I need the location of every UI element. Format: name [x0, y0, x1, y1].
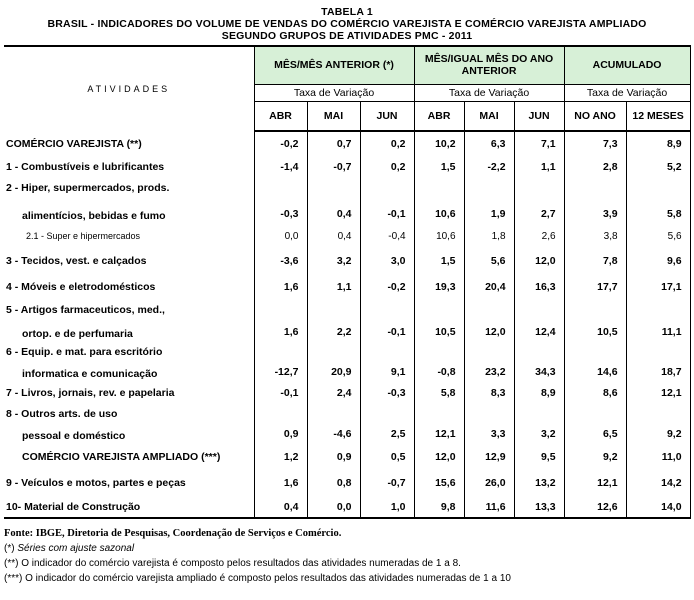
table-cell: 34,3	[514, 342, 564, 382]
table-cell: -0,1	[254, 382, 307, 404]
table-cell: 1,2	[254, 444, 307, 469]
row-label: 2.1 - Super e hipermercados	[26, 231, 141, 241]
table-row	[4, 178, 690, 224]
table-row	[4, 496, 690, 518]
table-cell: -4,6	[307, 404, 360, 444]
table-cell: 1,0	[360, 496, 414, 518]
table-cell: 1,5	[414, 156, 464, 178]
table-cell: -1,4	[254, 156, 307, 178]
table-cell: 0,2	[360, 131, 414, 156]
table-cell: 0,7	[307, 131, 360, 156]
row-label-line2: alimentícios, bebidas e fumo	[22, 210, 166, 222]
table-cell: 18,7	[626, 342, 690, 382]
table-cell: 17,1	[626, 273, 690, 300]
table-cell: 10,2	[414, 131, 464, 156]
row-label-line2: ortop. e de perfumaria	[22, 328, 133, 340]
table-row	[4, 273, 690, 300]
table-row	[4, 248, 690, 273]
table-cell: 2,5	[360, 404, 414, 444]
table-body	[4, 131, 690, 518]
table-cell: 12,1	[626, 382, 690, 404]
table-cell: 2,4	[307, 382, 360, 404]
month-header: JUN	[360, 101, 414, 131]
table-cell: 10,5	[414, 300, 464, 342]
table-cell: 12,1	[564, 469, 626, 496]
row-label: 7 - Livros, jornais, rev. e papelaria	[6, 387, 175, 399]
row-label-line1: 5 - Artigos farmaceuticos, med.,	[6, 304, 165, 316]
table-cell: 23,2	[464, 342, 514, 382]
table-cell: -0,7	[360, 469, 414, 496]
row-label	[4, 178, 254, 224]
table-cell: 10,5	[564, 300, 626, 342]
table-cell: 13,3	[514, 496, 564, 518]
table-cell: 2,6	[514, 224, 564, 248]
table-cell: 11,0	[626, 444, 690, 469]
table-title-block	[0, 6, 694, 42]
table-cell: 1,5	[414, 248, 464, 273]
table-cell: 12,6	[564, 496, 626, 518]
table-cell: 8,9	[626, 131, 690, 156]
table-notes	[4, 526, 511, 586]
table-cell: 7,1	[514, 131, 564, 156]
row-label-line1: 6 - Equip. e mat. para escritório	[6, 346, 163, 358]
table-cell: -0,7	[307, 156, 360, 178]
table-cell: -12,7	[254, 342, 307, 382]
month-header: JUN	[514, 101, 564, 131]
table-cell: 7,8	[564, 248, 626, 273]
table-cell: 17,7	[564, 273, 626, 300]
table-cell: 1,6	[254, 273, 307, 300]
table-cell: 12,0	[414, 444, 464, 469]
table-cell: -0,3	[360, 382, 414, 404]
group-header-month-prev: MÊS/MÊS ANTERIOR (*)	[254, 46, 414, 84]
row-label-line2: informatica e comunicação	[22, 368, 158, 380]
table-cell: 0,2	[360, 156, 414, 178]
table-row	[4, 156, 690, 178]
rate-label: Taxa de Variação	[414, 84, 564, 101]
table-cell: 0,4	[254, 496, 307, 518]
table-cell: 12,1	[414, 404, 464, 444]
group-header-row	[4, 46, 690, 84]
table-row	[4, 382, 690, 404]
table-cell: 5,8	[414, 382, 464, 404]
table-cell: 8,9	[514, 382, 564, 404]
table-cell: 0,8	[307, 469, 360, 496]
table-subtitle: SEGUNDO GRUPOS DE ATIVIDADES PMC - 2011	[221, 30, 473, 42]
table-cell: 1,8	[464, 224, 514, 248]
table-cell: -0,2	[360, 273, 414, 300]
table-cell: 3,2	[307, 248, 360, 273]
month-header: ABR	[414, 101, 464, 131]
table-cell: 1,6	[254, 469, 307, 496]
month-header: 12 MESES	[626, 101, 690, 131]
table-cell: 15,6	[414, 469, 464, 496]
table-cell: 12,0	[464, 300, 514, 342]
activities-header: ATIVIDADES	[4, 46, 254, 131]
table-cell: -3,6	[254, 248, 307, 273]
table-cell: 10,6	[414, 224, 464, 248]
rate-label: Taxa de Variação	[254, 84, 414, 101]
table-cell: 9,6	[626, 248, 690, 273]
table-cell: 11,1	[626, 300, 690, 342]
table-cell: 2,2	[307, 300, 360, 342]
row-label: 3 - Tecidos, vest. e calçados	[6, 254, 147, 267]
rate-label: Taxa de Variação	[564, 84, 690, 101]
table-cell: 1,6	[254, 300, 307, 342]
table-cell: 19,3	[414, 273, 464, 300]
row-label: 4 - Móveis e eletrodomésticos	[6, 280, 156, 293]
table-cell: 3,0	[360, 248, 414, 273]
table-cell: 0,4	[307, 224, 360, 248]
row-label	[4, 404, 254, 444]
table-cell: 3,9	[564, 178, 626, 224]
table-cell: 5,6	[464, 248, 514, 273]
table-number: TABELA 1	[321, 6, 373, 18]
table-cell: 20,4	[464, 273, 514, 300]
note-1: (*) Séries com ajuste sazonal	[4, 543, 135, 554]
table-cell: 2,8	[564, 156, 626, 178]
table-cell: 5,8	[626, 178, 690, 224]
table-cell: 0,0	[254, 224, 307, 248]
table-cell: 12,9	[464, 444, 514, 469]
table-cell: 26,0	[464, 469, 514, 496]
table-cell: 9,2	[626, 404, 690, 444]
table-cell: 20,9	[307, 342, 360, 382]
table-row	[4, 469, 690, 496]
table-cell: 1,1	[307, 273, 360, 300]
row-label: COMÉRCIO VAREJISTA (**)	[6, 137, 142, 150]
table-cell: -0,3	[254, 178, 307, 224]
table-cell: 14,0	[626, 496, 690, 518]
source-note: Fonte: IBGE, Diretoria de Pesquisas, Coordenação de Serviços e Comércio.	[4, 528, 342, 539]
table-cell: 8,6	[564, 382, 626, 404]
table-cell: 5,6	[626, 224, 690, 248]
row-label: 9 - Veículos e motos, partes e peças	[6, 476, 186, 489]
table-title: BRASIL - INDICADORES DO VOLUME DE VENDAS DO COMÉRCIO VAREJISTA E COMÉRCIO VAREJISTA AMPLIADO	[47, 18, 647, 30]
table-cell: 14,6	[564, 342, 626, 382]
table-cell: 9,1	[360, 342, 414, 382]
month-header: NO ANO	[564, 101, 626, 131]
table-row	[4, 224, 690, 248]
table-cell: -2,2	[464, 156, 514, 178]
month-header: MAI	[307, 101, 360, 131]
table-cell: 3,8	[564, 224, 626, 248]
table-cell: 0,0	[307, 496, 360, 518]
table-cell: 0,4	[307, 178, 360, 224]
table-cell: 5,2	[626, 156, 690, 178]
table-cell: 13,2	[514, 469, 564, 496]
table-cell: 14,2	[626, 469, 690, 496]
month-header: ABR	[254, 101, 307, 131]
row-label-line1: 2 - Hiper, supermercados, prods.	[6, 182, 170, 194]
table-cell: 9,2	[564, 444, 626, 469]
table-cell: -0,1	[360, 178, 414, 224]
table-cell: -0,4	[360, 224, 414, 248]
table-cell: 8,3	[464, 382, 514, 404]
table-cell: 10,6	[414, 178, 464, 224]
table-cell: 6,5	[564, 404, 626, 444]
month-header: MAI	[464, 101, 514, 131]
table-cell: 0,9	[254, 404, 307, 444]
note-3: (***) O indicador do comércio varejista ampliado é composto pelos resultados das atividades numeradas de 1 a 10	[4, 573, 511, 584]
table-row	[4, 404, 690, 444]
table-cell: 7,3	[564, 131, 626, 156]
table-cell: 11,6	[464, 496, 514, 518]
table-cell: 2,7	[514, 178, 564, 224]
group-header-accumulated: ACUMULADO	[564, 46, 690, 84]
table-cell: -0,8	[414, 342, 464, 382]
table-cell: 0,9	[307, 444, 360, 469]
table-row	[4, 131, 690, 156]
table-cell: 9,8	[414, 496, 464, 518]
row-label: COMÉRCIO VAREJISTA AMPLIADO (***)	[22, 450, 221, 463]
row-label: 10- Material de Construção	[4, 496, 254, 518]
table-cell: 1,1	[514, 156, 564, 178]
table-row	[4, 342, 690, 382]
table-cell: -0,1	[360, 300, 414, 342]
group-header-same-month: MÊS/IGUAL MÊS DO ANO ANTERIOR	[414, 46, 564, 84]
table-cell: 3,3	[464, 404, 514, 444]
table-row	[4, 444, 690, 469]
table-row	[4, 300, 690, 342]
row-label-line2: pessoal e doméstico	[22, 430, 126, 442]
row-label-line1: 8 - Outros arts. de uso	[6, 408, 118, 420]
table-cell: 16,3	[514, 273, 564, 300]
row-label: 1 - Combustíveis e lubrificantes	[6, 161, 165, 173]
row-label	[4, 342, 254, 382]
table-cell: 1,9	[464, 178, 514, 224]
table-cell: 12,0	[514, 248, 564, 273]
row-label	[4, 300, 254, 342]
note-2: (**) O indicador do comércio varejista é composto pelos resultados das atividades numeradas de 1 a 8.	[4, 558, 461, 569]
indicators-table	[4, 45, 691, 519]
table-cell: 6,3	[464, 131, 514, 156]
table-cell: 12,4	[514, 300, 564, 342]
table-cell: 0,5	[360, 444, 414, 469]
table-cell: 9,5	[514, 444, 564, 469]
table-cell: 3,2	[514, 404, 564, 444]
table-cell: -0,2	[254, 131, 307, 156]
